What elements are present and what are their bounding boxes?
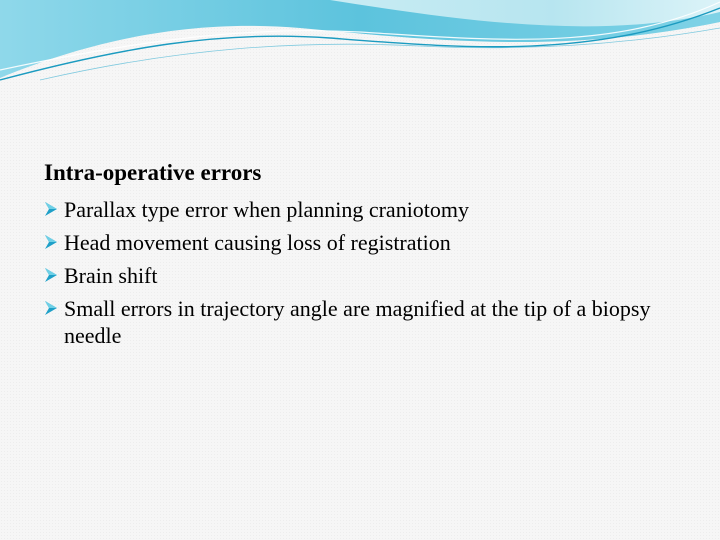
decorative-wave-header [0, 0, 720, 90]
arrow-bullet-icon [44, 266, 60, 284]
bullet-item [44, 229, 684, 256]
slide-heading: Intra-operative errors [44, 160, 262, 185]
bullet-text: Small errors in trajectory angle are magnified at the tip of a biopsy needle [64, 296, 651, 348]
arrow-bullet-icon [44, 233, 60, 251]
bullet-item [44, 295, 684, 349]
bullet-text: Brain shift [64, 263, 158, 288]
bullet-item [44, 262, 684, 289]
bullet-item [44, 196, 684, 223]
arrow-bullet-icon [44, 299, 60, 317]
bullet-text: Parallax type error when planning craniotomy [64, 197, 470, 222]
bullet-list [44, 196, 684, 349]
bullet-text: Head movement causing loss of registration [64, 230, 451, 255]
arrow-bullet-icon [44, 200, 60, 218]
slide-content [44, 156, 684, 349]
